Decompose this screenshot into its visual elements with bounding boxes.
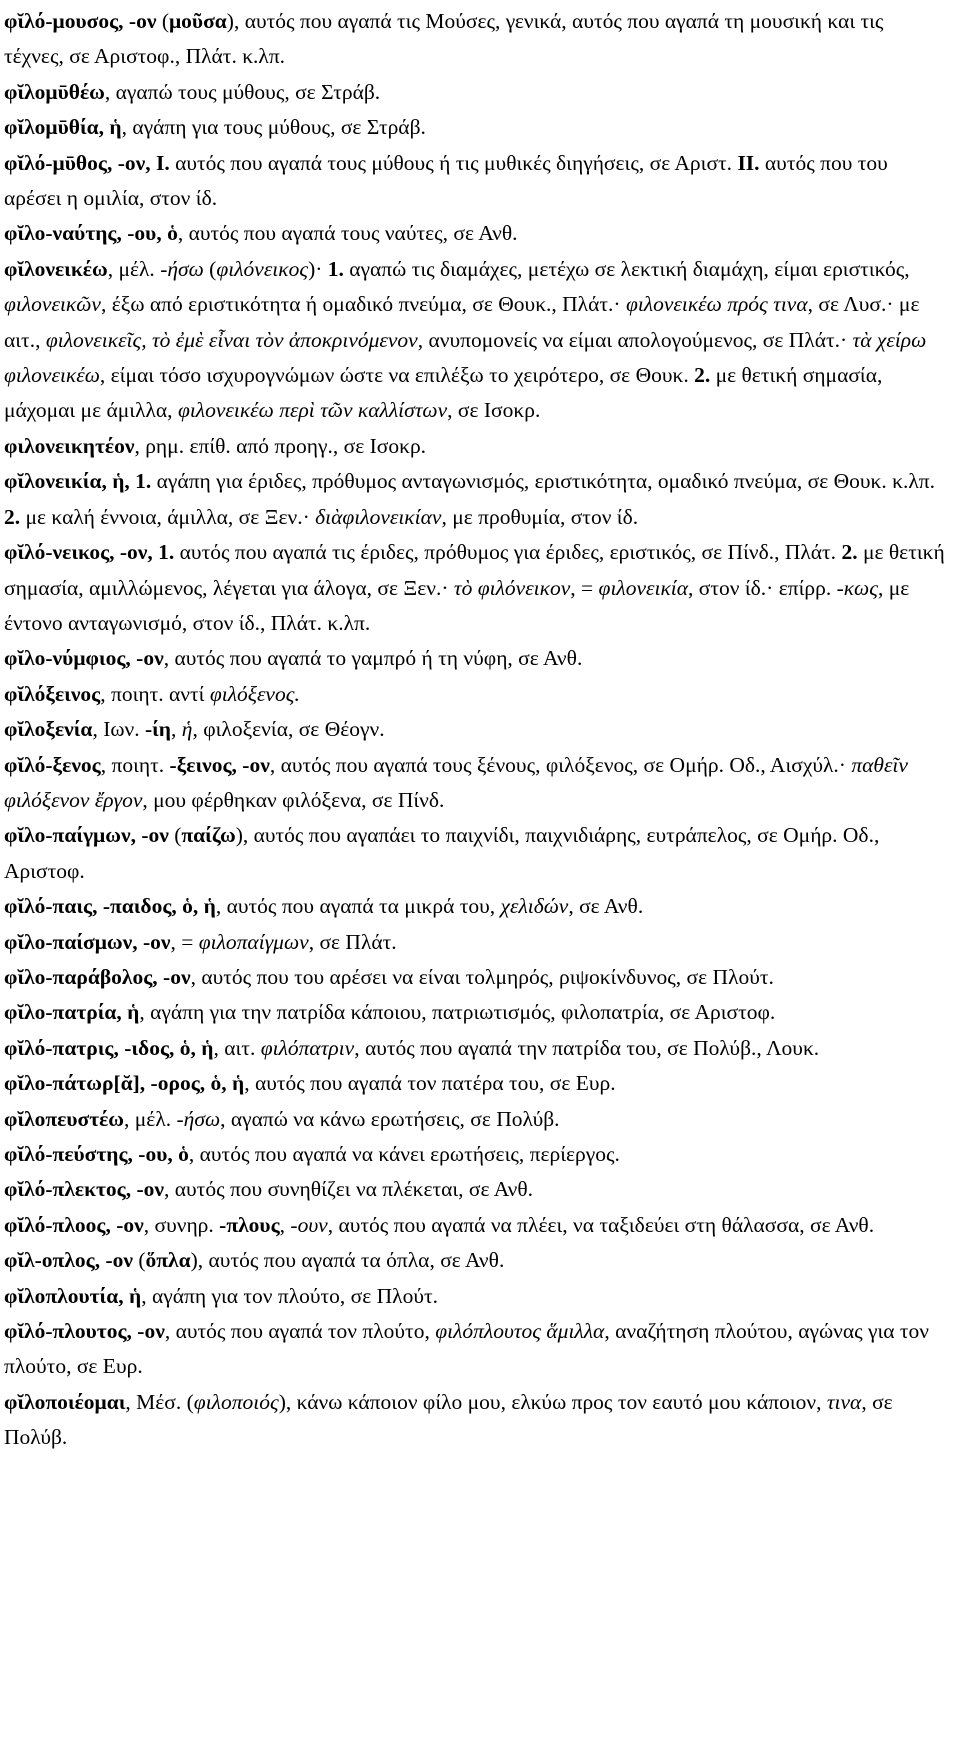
dictionary-entry	[4, 1137, 946, 1172]
dictionary-entry	[4, 535, 946, 641]
dictionary-entry	[4, 1243, 946, 1278]
entry-text: , αγάπη για την πατρίδα κάποιου, πατριωτισμός, φιλοπατρία, σε Αριστοφ.	[139, 1000, 776, 1025]
entry-text: , αυτός που αγαπά να πλέει, να ταξιδεύει στη θάλασσα, σε Ανθ.	[327, 1212, 875, 1237]
entry-text: αυτός που του αρέσει η ομιλία, στον ίδ.	[4, 150, 888, 211]
entry-headword: φῐλό-πεύστης, -ου, ὁ	[4, 1142, 189, 1166]
entry-headword: φῐλό-πλουτος, -ον	[4, 1319, 165, 1344]
entry-headword: φῐλο-ναύτης, -ου, ὁ	[4, 221, 178, 246]
entry-italic-text: φιλόξενος.	[209, 681, 300, 706]
entry-text: , μου φέρθηκαν φιλόξενα, σε Πίνδ.	[142, 787, 445, 812]
entry-headword: 2.	[694, 363, 711, 388]
entry-headword: φῐλό-ξενος	[4, 752, 101, 777]
entry-text: , ρημ. επίθ. από προηγ., σε Ισοκρ.	[134, 433, 427, 458]
entry-text: , αυτός που αγαπά το γαμπρό ή τη νύφη, σε Ανθ.	[163, 646, 583, 671]
entry-text: , αυτός που αγαπά τον πλούτο,	[164, 1319, 436, 1344]
entry-headword: -ίη	[144, 717, 172, 742]
entry-text: ), αυτός που αγαπά τα όπλα, σε Ανθ.	[190, 1248, 505, 1273]
entry-text: , αγαπώ να κάνω ερωτήσεις, σε Πολύβ.	[220, 1106, 560, 1131]
dictionary-entry	[4, 252, 946, 429]
entry-text: , συνηρ.	[143, 1212, 220, 1237]
entry-headword: φῐλό-νεικος, -ον, 1.	[4, 540, 175, 565]
entry-text: ), αυτός που αγαπά τις Μούσες, γενικά, αυτός που αγαπά τη μουσική και τις τέχνες, σε Αριστοφ., Πλάτ. κ.λπ.	[4, 9, 884, 69]
entry-headword: φῐλο-παίγμων, -ον	[4, 823, 169, 848]
entry-text: (	[203, 256, 217, 281]
dictionary-entry	[4, 925, 946, 960]
entry-text: με καλή έννοια, άμιλλα, σε Ξεν.·	[20, 504, 316, 529]
entry-italic-text: -ήσω	[160, 256, 204, 281]
dictionary-entry	[4, 677, 946, 712]
entry-headword: φῐλο-πάτωρ[ᾰ], -ορος, ὁ, ἡ	[4, 1071, 245, 1096]
entry-text: , αυτός που αγαπά τα μικρά του,	[215, 894, 501, 919]
entry-text: , αιτ.	[213, 1035, 261, 1060]
entry-text: ), κάνω κάποιον φίλο μου, ελκύω προς τον εαυτό μου κάποιον,	[278, 1389, 827, 1414]
entry-headword: μοῦσα	[168, 9, 227, 33]
entry-italic-text: φιλοπαίγμων	[198, 929, 309, 954]
entry-text: , μέλ.	[124, 1106, 177, 1131]
dictionary-entry	[4, 641, 946, 676]
entry-headword: 2.	[4, 504, 21, 529]
entry-text: , ποιητ. αντί	[100, 681, 210, 706]
dictionary-entry	[4, 4, 946, 75]
dictionary-entry	[4, 1102, 946, 1137]
entry-text: , αυτός που αγαπά τον πατέρα του, σε Ευρ.	[244, 1071, 616, 1096]
entry-text: , αγάπη για τους μύθους, σε Στράβ.	[121, 115, 426, 140]
dictionary-entry	[4, 712, 946, 747]
entry-text: αγάπη για έριδες, πρόθυμος ανταγωνισμός, εριστικότητα, ομαδικό πνεύμα, σε Θουκ. κ.λπ.	[151, 469, 935, 494]
dictionary-entry	[4, 889, 946, 924]
entry-italic-text: τὸ φιλόνεικον	[453, 575, 571, 600]
entry-headword: φῐλό-μῡθος, -ον, I.	[4, 150, 170, 175]
dictionary-entry	[4, 960, 946, 995]
entry-italic-text: φιλονεικεῖς, τὸ ἐμὲ εἶναι τὸν ἀποκρινόμενον	[45, 327, 418, 352]
entry-italic-text: τινα	[826, 1389, 862, 1414]
entry-italic-text: -ουν	[290, 1212, 328, 1237]
entry-headword: παίζω	[181, 823, 236, 848]
entry-text: ), αυτός που αγαπάει το παιχνίδι, παιχνιδιάρης, ευτράπελος, σε Ομήρ. Οδ., Αριστοφ.	[4, 823, 880, 883]
entry-text: )·	[308, 256, 328, 281]
entry-text: , ποιητ.	[100, 752, 170, 777]
entry-headword: φῐλο-νύμφιος, -ον	[4, 646, 164, 671]
entry-text: , με έντονο ανταγωνισμό, στον ίδ., Πλάτ. κ.λπ.	[4, 575, 910, 635]
entry-headword: φιλονεικητέον	[4, 433, 135, 458]
entry-text: , σε Ανθ.	[568, 894, 644, 919]
entry-text: , σε Πλάτ.	[308, 929, 397, 954]
entry-text: , αναζήτηση πλούτου, αγώνας για τον πλούτο, σε Ευρ.	[4, 1319, 930, 1379]
entry-text: , αγαπώ τους μύθους, σε Στράβ.	[104, 79, 381, 104]
dictionary-entry	[4, 1208, 946, 1243]
entry-headword: φῐλό-παις, -παιδος, ὁ, ἡ	[4, 894, 216, 919]
entry-text: με θετική σημασία, αμιλλώμενος, λέγεται για άλογα, σε Ξεν.·	[4, 540, 945, 600]
entry-text: αυτός που αγαπά τους μύθους ή τις μυθικές διηγήσεις, σε Αριστ.	[169, 150, 738, 175]
entry-headword: φῐλοπευστέω	[4, 1106, 125, 1131]
entry-text: , αυτός που αγαπά τους ναύτες, σε Ανθ.	[177, 221, 518, 246]
entry-text: , φιλοξενία, σε Θέογν.	[192, 717, 385, 742]
entry-text: , Ιων.	[92, 717, 145, 742]
entry-text: , με προθυμία, στον ίδ.	[441, 504, 639, 529]
entry-headword: φῐλονεικέω	[4, 256, 108, 281]
entry-text: , σε Πολύβ.	[4, 1389, 893, 1450]
entry-headword: φῐλοποιέομαι	[4, 1389, 126, 1414]
dictionary-entry	[4, 1172, 946, 1207]
entry-text: , αγάπη για τον πλούτο, σε Πλούτ.	[141, 1283, 439, 1308]
entry-headword: φῐλονεικία, ἡ, 1.	[4, 469, 152, 494]
entry-headword: φῐλό-πλεκτος, -ον	[4, 1177, 165, 1202]
entry-italic-text: -ήσω	[176, 1106, 221, 1131]
entry-text: ,	[279, 1212, 291, 1237]
entry-italic-text: φιλονεικῶν	[4, 292, 101, 317]
entry-text: , σε Ισοκρ.	[447, 398, 541, 423]
entry-italic-text: φιλονεικία	[598, 575, 689, 600]
entry-text: , Μέσ. (	[125, 1389, 194, 1414]
entry-headword: φῐλο-παράβολος, -ον	[4, 964, 191, 989]
entry-italic-text: διὰφιλονεικίαν	[315, 504, 442, 529]
entry-text: (	[168, 823, 182, 848]
entry-text: ,	[171, 717, 182, 742]
entry-text: , αυτός που του αρέσει να είναι τολμηρός, ριψοκίνδυνος, σε Πλούτ.	[190, 964, 774, 989]
entry-headword: φῐλομῡθέω	[4, 79, 105, 104]
entry-text: , =	[570, 575, 599, 600]
entry-italic-text: φιλόπατριν	[260, 1035, 355, 1060]
entry-headword: φῐλο-παίσμων, -ον	[4, 929, 171, 954]
dictionary-entry	[4, 75, 946, 110]
entry-italic-text: ἡ	[181, 717, 193, 742]
entry-text: , =	[170, 929, 199, 954]
entry-italic-text: -κως	[836, 575, 878, 600]
dictionary-entry	[4, 995, 946, 1030]
entry-headword: φῐλόξεινος	[4, 681, 101, 706]
entry-headword: φῐλομῡθία, ἡ	[4, 115, 122, 140]
entry-italic-text: τὰ χείρω φιλονεικέω	[4, 327, 927, 388]
entry-text: , αυτός που αγαπά τους ξένους, φιλόξενος, σε Ομήρ. Οδ., Αισχύλ.·	[269, 752, 852, 777]
dictionary-entry	[4, 1031, 946, 1066]
entry-text: με θετική σημασία, μάχομαι με άμιλλα,	[4, 363, 883, 423]
dictionary-entry	[4, 1279, 946, 1314]
dictionary-entry	[4, 110, 946, 145]
entry-text: , στον ίδ.· επίρρ.	[688, 575, 837, 600]
entry-text: αγαπώ τις διαμάχες, μετέχω σε λεκτική διαμάχη, είμαι εριστικός,	[343, 256, 910, 281]
entry-text: (	[132, 1248, 146, 1273]
entry-italic-text: φιλονεικέω περὶ τῶν καλλίστων	[177, 398, 448, 423]
entry-text: (	[156, 9, 169, 33]
entry-text: , ανυπομονείς να είμαι απολογούμενος, σε Πλάτ.·	[417, 327, 853, 352]
entry-headword: -ξεινος, -ον	[169, 752, 270, 777]
dictionary-entry	[4, 1066, 946, 1101]
entry-headword: ὅπλα	[145, 1248, 191, 1273]
entry-headword: φῐλό-μουσος, -ον	[4, 9, 157, 33]
entry-italic-text: φιλονεικέω πρός τινα	[625, 292, 808, 317]
dictionary-entry	[4, 1385, 946, 1456]
entry-headword: φῐλό-πλοος, -ον	[4, 1212, 144, 1237]
dictionary-entry	[4, 1314, 946, 1385]
entry-headword: φῐλοξενία	[4, 717, 93, 742]
entry-italic-text: φιλόνεικος	[216, 256, 309, 281]
dictionary-entry	[4, 146, 946, 217]
entry-headword: -πλους	[219, 1212, 280, 1237]
entry-text: , μέλ.	[107, 256, 161, 281]
entry-text: αυτός που αγαπά τις έριδες, πρόθυμος για έριδες, εριστικός, σε Πίνδ., Πλάτ.	[174, 540, 842, 565]
dictionary-entry	[4, 216, 946, 251]
entry-headword: φῐλ-οπλος, -ον	[4, 1248, 133, 1273]
entry-text: , είμαι τόσο ισχυρογνώμων ώστε να επιλέξω το χειρότερο, σε Θουκ.	[99, 363, 695, 388]
entry-text: , αυτός που αγαπά να κάνει ερωτήσεις, περίεργος.	[188, 1142, 620, 1166]
entry-text: , αυτός που αγαπά την πατρίδα του, σε Πολύβ., Λουκ.	[354, 1035, 820, 1060]
entry-headword: φῐλοπλουτία, ἡ	[4, 1283, 142, 1308]
entry-italic-text: χελιδών	[500, 894, 569, 919]
entry-headword: II.	[737, 150, 760, 175]
entry-headword: 1.	[327, 256, 344, 281]
dictionary-entry	[4, 429, 946, 464]
entry-italic-text: φιλοποιός	[193, 1389, 279, 1414]
entry-text: , έξω από εριστικότητα ή ομαδικό πνεύμα, σε Θουκ., Πλάτ.·	[100, 292, 626, 317]
entry-text: , σε Λυσ.· με αιτ.,	[4, 292, 920, 352]
entry-headword: φῐλο-πατρία, ἡ	[4, 1000, 140, 1025]
entry-headword: φῐλό-πατρις, -ιδος, ὁ, ἡ	[4, 1035, 214, 1060]
dictionary-entry	[4, 818, 946, 889]
entry-italic-text: παθεῖν φιλόξενον ἔργον	[4, 752, 908, 812]
dictionary-entry	[4, 464, 946, 535]
dictionary-entry	[4, 748, 946, 819]
entry-italic-text: φιλόπλουτος ἅμιλλα	[435, 1319, 605, 1344]
entry-headword: 2.	[841, 540, 858, 565]
entry-text: , αυτός που συνηθίζει να πλέκεται, σε Ανθ.	[164, 1177, 534, 1202]
